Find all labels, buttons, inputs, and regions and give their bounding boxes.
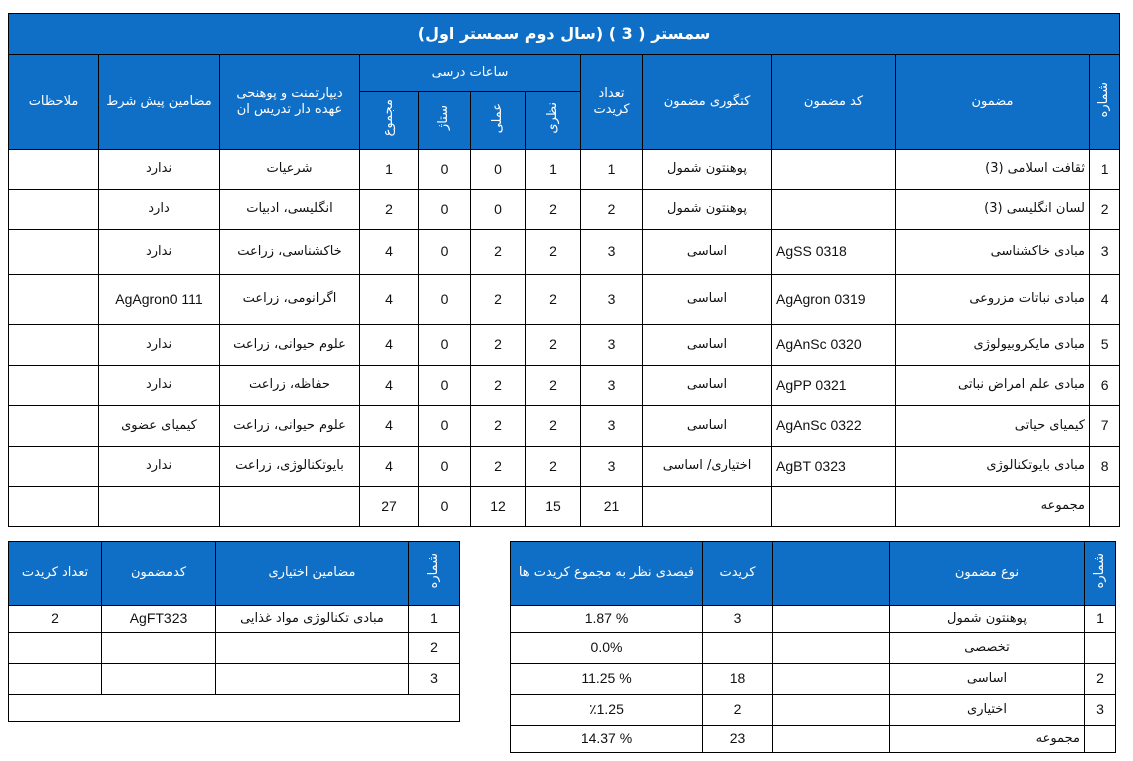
totals-department — [220, 487, 360, 527]
elective-no: 1 — [409, 606, 460, 633]
cell-no: 5 — [1090, 325, 1120, 366]
totals-no — [1090, 487, 1120, 527]
cell-credits: 3 — [581, 325, 643, 366]
summary-header-type: نوع مضمون — [890, 542, 1085, 606]
cell-internship: 0 — [419, 366, 471, 406]
cell-total: 2 — [360, 190, 419, 230]
cell-subject: مبادی نباتات مزروعی — [896, 275, 1090, 325]
summary-table — [510, 541, 1116, 753]
cell-code — [772, 150, 896, 190]
cell-theory: 1 — [526, 150, 581, 190]
cell-theory: 2 — [526, 447, 581, 487]
cell-subject: کیمیای حیاتی — [896, 406, 1090, 447]
summary-row — [511, 695, 1116, 726]
totals-prereq — [99, 487, 220, 527]
cell-practical: 2 — [471, 230, 526, 275]
cell-subject: لسان انگلیسی (3) — [896, 190, 1090, 230]
table-row — [9, 150, 1120, 190]
summary-no — [1085, 633, 1116, 664]
summary-total-spacer — [773, 726, 890, 753]
cell-category: اختیاری/ اساسی — [643, 447, 772, 487]
cell-theory: 2 — [526, 366, 581, 406]
summary-type: اختیاری — [890, 695, 1085, 726]
cell-department: حفاظه، زراعت — [220, 366, 360, 406]
cell-theory: 2 — [526, 325, 581, 366]
elective-row — [9, 606, 460, 633]
cell-notes — [9, 190, 99, 230]
cell-prereq: AgAgron0 111 — [99, 275, 220, 325]
cell-no: 7 — [1090, 406, 1120, 447]
cell-internship: 0 — [419, 150, 471, 190]
summary-spacer — [773, 606, 890, 633]
summary-spacer — [773, 633, 890, 664]
table-row — [9, 230, 1120, 275]
electives-header-no: شماره — [409, 542, 460, 606]
elective-subject — [216, 633, 409, 664]
cell-no: 4 — [1090, 275, 1120, 325]
cell-department: خاکشناسی، زراعت — [220, 230, 360, 275]
cell-theory: 2 — [526, 190, 581, 230]
cell-internship: 0 — [419, 447, 471, 487]
cell-department: علوم حیوانی، زراعت — [220, 406, 360, 447]
summary-type: پوهنتون شمول — [890, 606, 1085, 633]
summary-percent: 11.25 % — [511, 664, 703, 695]
cell-department: شرعیات — [220, 150, 360, 190]
cell-internship: 0 — [419, 230, 471, 275]
cell-no: 3 — [1090, 230, 1120, 275]
cell-notes — [9, 150, 99, 190]
summary-percent: 1.87 % — [511, 606, 703, 633]
elective-code: AgFT323 — [102, 606, 216, 633]
table-row — [9, 406, 1120, 447]
semester-table — [8, 13, 1120, 527]
summary-credit: 18 — [703, 664, 773, 695]
cell-credits: 3 — [581, 275, 643, 325]
header-credits: تعداد کریدت — [581, 55, 643, 150]
cell-internship: 0 — [419, 406, 471, 447]
summary-spacer — [773, 664, 890, 695]
cell-total: 4 — [360, 366, 419, 406]
header-prereq: مضامین پیش شرط — [99, 55, 220, 150]
cell-subject: مبادی علم امراض نباتی — [896, 366, 1090, 406]
cell-category: پوهنتون شمول — [643, 150, 772, 190]
summary-no: 1 — [1085, 606, 1116, 633]
header-code: کد مضمون — [772, 55, 896, 150]
summary-header-spacer — [773, 542, 890, 606]
totals-total: 27 — [360, 487, 419, 527]
cell-notes — [9, 406, 99, 447]
cell-internship: 0 — [419, 190, 471, 230]
header-total: مجموع — [360, 92, 419, 150]
cell-subject: ثقافت اسلامی (3) — [896, 150, 1090, 190]
cell-category: اساسی — [643, 230, 772, 275]
cell-credits: 2 — [581, 190, 643, 230]
cell-subject: مبادی مایکروبیولوژی — [896, 325, 1090, 366]
cell-subject: مبادی خاکشناسی — [896, 230, 1090, 275]
summary-type: اساسی — [890, 664, 1085, 695]
cell-theory: 2 — [526, 275, 581, 325]
header-notes: ملاحظات — [9, 55, 99, 150]
cell-category: اساسی — [643, 325, 772, 366]
summary-percent: 0.0% — [511, 633, 703, 664]
cell-department: انگلیسی، ادبیات — [220, 190, 360, 230]
electives-header-code: کدمضمون — [102, 542, 216, 606]
cell-practical: 2 — [471, 366, 526, 406]
cell-credits: 3 — [581, 406, 643, 447]
totals-theory: 15 — [526, 487, 581, 527]
semester-title: سمستر ( 3 ) (سال دوم سمستر اول) — [9, 14, 1120, 55]
elective-row — [9, 664, 460, 695]
cell-prereq: کیمیای عضوی — [99, 406, 220, 447]
cell-no: 8 — [1090, 447, 1120, 487]
elective-credits — [9, 633, 102, 664]
cell-credits: 3 — [581, 230, 643, 275]
cell-total: 4 — [360, 230, 419, 275]
cell-theory: 2 — [526, 406, 581, 447]
cell-prereq: ندارد — [99, 366, 220, 406]
summary-total-no — [1085, 726, 1116, 753]
cell-department: علوم حیوانی، زراعت — [220, 325, 360, 366]
cell-category: اساسی — [643, 406, 772, 447]
cell-category: اساسی — [643, 275, 772, 325]
cell-notes — [9, 230, 99, 275]
cell-total: 4 — [360, 275, 419, 325]
summary-header-no: شماره — [1085, 542, 1116, 606]
cell-code: AgSS 0318 — [772, 230, 896, 275]
cell-category: پوهنتون شمول — [643, 190, 772, 230]
summary-credit: 3 — [703, 606, 773, 633]
cell-code: AgAnSc 0322 — [772, 406, 896, 447]
table-row — [9, 325, 1120, 366]
elective-no: 2 — [409, 633, 460, 664]
summary-row — [511, 633, 1116, 664]
elective-credits: 2 — [9, 606, 102, 633]
cell-practical: 0 — [471, 190, 526, 230]
header-hours: ساعات درسی — [360, 55, 581, 92]
summary-header-credit: کریدت — [703, 542, 773, 606]
summary-row — [511, 606, 1116, 633]
header-theory: نظری — [526, 92, 581, 150]
cell-code: AgAnSc 0320 — [772, 325, 896, 366]
cell-no: 2 — [1090, 190, 1120, 230]
cell-notes — [9, 447, 99, 487]
cell-internship: 0 — [419, 275, 471, 325]
header-no: شماره — [1090, 55, 1120, 150]
cell-credits: 3 — [581, 366, 643, 406]
elective-row — [9, 633, 460, 664]
elective-subject: مبادی تکنالوژی مواد غذایی — [216, 606, 409, 633]
summary-header-percent: فیصدی نظر به مجموع کریدت ها — [511, 542, 703, 606]
cell-prereq: ندارد — [99, 150, 220, 190]
summary-type: تخصصی — [890, 633, 1085, 664]
table-row — [9, 366, 1120, 406]
header-department: دیپارتمنت و پوهنحی عهده دار تدریس ان — [220, 55, 360, 150]
table-row — [9, 447, 1120, 487]
electives-header-subject: مضامین اختیاری — [216, 542, 409, 606]
cell-theory: 2 — [526, 230, 581, 275]
cell-no: 1 — [1090, 150, 1120, 190]
totals-internship: 0 — [419, 487, 471, 527]
totals-credits: 21 — [581, 487, 643, 527]
cell-prereq: دارد — [99, 190, 220, 230]
header-internship: ستاژ — [419, 92, 471, 150]
header-subject: مضمون — [896, 55, 1090, 150]
cell-prereq: ندارد — [99, 325, 220, 366]
totals-label: مجموعه — [896, 487, 1090, 527]
header-category: کتگوری مضمون — [643, 55, 772, 150]
summary-total-percent: 14.37 % — [511, 726, 703, 753]
cell-credits: 1 — [581, 150, 643, 190]
cell-practical: 2 — [471, 325, 526, 366]
summary-spacer — [773, 695, 890, 726]
elective-credits — [9, 664, 102, 695]
cell-department: بایوتکنالوژی، زراعت — [220, 447, 360, 487]
cell-department: اگرانومی، زراعت — [220, 275, 360, 325]
electives-header-credits: تعداد کریدت — [9, 542, 102, 606]
summary-no: 3 — [1085, 695, 1116, 726]
cell-prereq: ندارد — [99, 230, 220, 275]
totals-practical: 12 — [471, 487, 526, 527]
summary-credit — [703, 633, 773, 664]
cell-notes — [9, 275, 99, 325]
table-row — [9, 190, 1120, 230]
cell-total: 4 — [360, 406, 419, 447]
electives-table — [8, 541, 460, 722]
summary-total-label: مجموعه — [890, 726, 1085, 753]
cell-total: 4 — [360, 325, 419, 366]
summary-no: 2 — [1085, 664, 1116, 695]
cell-code: AgPP 0321 — [772, 366, 896, 406]
totals-notes — [9, 487, 99, 527]
table-row — [9, 275, 1120, 325]
cell-practical: 0 — [471, 150, 526, 190]
cell-practical: 2 — [471, 447, 526, 487]
totals-category — [643, 487, 772, 527]
elective-code — [102, 664, 216, 695]
summary-credit: 2 — [703, 695, 773, 726]
cell-category: اساسی — [643, 366, 772, 406]
cell-notes — [9, 325, 99, 366]
cell-practical: 2 — [471, 406, 526, 447]
electives-footer — [9, 695, 460, 722]
cell-total: 1 — [360, 150, 419, 190]
cell-subject: مبادی بایوتکنالوژی — [896, 447, 1090, 487]
cell-credits: 3 — [581, 447, 643, 487]
cell-code — [772, 190, 896, 230]
header-practical: عملی — [471, 92, 526, 150]
totals-code — [772, 487, 896, 527]
cell-practical: 2 — [471, 275, 526, 325]
summary-percent: ٪1.25 — [511, 695, 703, 726]
cell-no: 6 — [1090, 366, 1120, 406]
summary-total-credit: 23 — [703, 726, 773, 753]
elective-code — [102, 633, 216, 664]
cell-code: AgBT 0323 — [772, 447, 896, 487]
cell-notes — [9, 366, 99, 406]
summary-row — [511, 664, 1116, 695]
elective-no: 3 — [409, 664, 460, 695]
cell-total: 4 — [360, 447, 419, 487]
cell-internship: 0 — [419, 325, 471, 366]
cell-prereq: ندارد — [99, 447, 220, 487]
elective-subject — [216, 664, 409, 695]
cell-code: AgAgron 0319 — [772, 275, 896, 325]
